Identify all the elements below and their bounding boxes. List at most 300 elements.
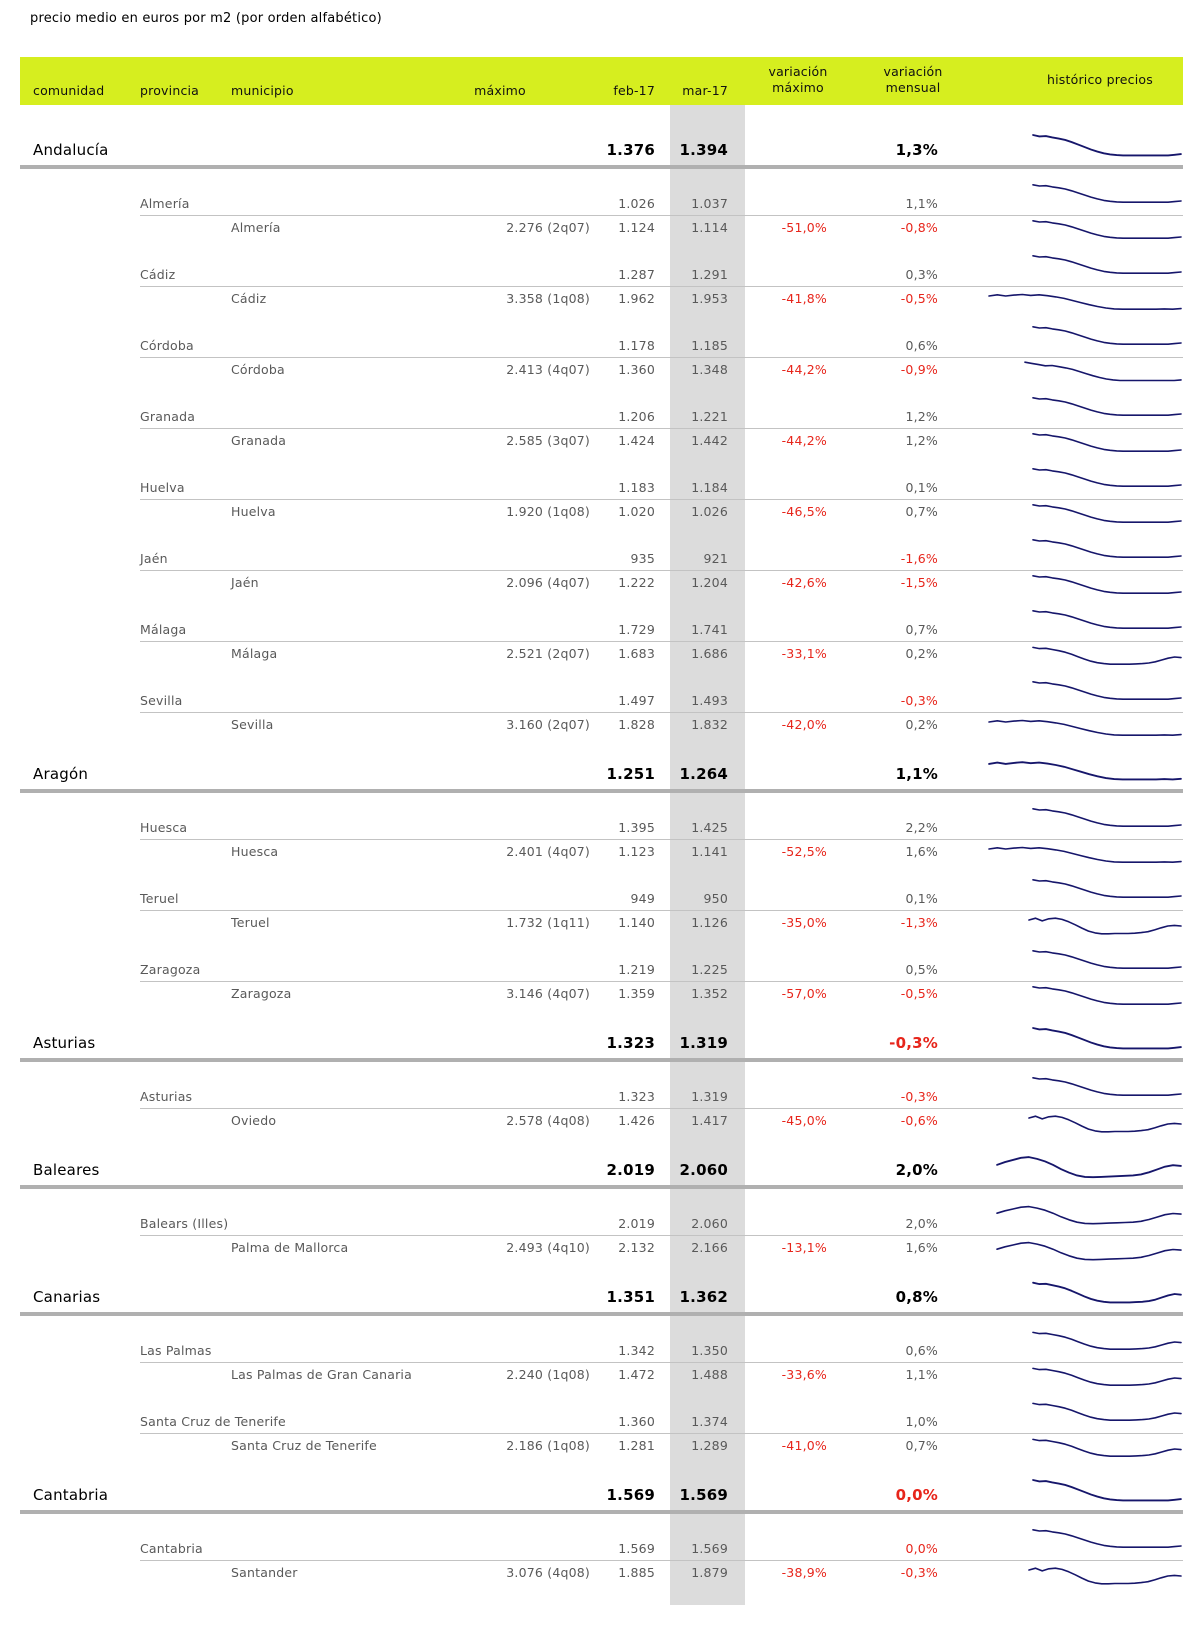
mar-value: 1.352 — [691, 986, 728, 1001]
price-history-sparkline — [985, 178, 1185, 212]
mar-value: 1.264 — [679, 765, 728, 783]
var-mensual-value: 2,2% — [905, 820, 938, 835]
var-maximo-value: -44,2% — [781, 433, 827, 448]
provincia-row — [20, 1212, 1183, 1236]
var-maximo-value: -57,0% — [781, 986, 827, 1001]
municipio-name: Jaén — [231, 575, 259, 590]
mar-value: 950 — [703, 891, 728, 906]
var-maximo-value: -42,6% — [781, 575, 827, 590]
provincia-row — [20, 263, 1183, 287]
feb-value: 1.351 — [606, 1288, 655, 1306]
feb-value: 1.124 — [618, 220, 655, 235]
comunidad-name: Cantabria — [33, 1486, 109, 1504]
municipio-rows — [20, 1434, 1183, 1458]
var-mensual-value: -1,3% — [900, 915, 938, 930]
province-group — [20, 1085, 1183, 1133]
var-maximo-value: -51,0% — [781, 220, 827, 235]
mar-value: 1.879 — [691, 1565, 728, 1580]
var-maximo-value: -35,0% — [781, 915, 827, 930]
mar-value: 1.026 — [691, 504, 728, 519]
municipio-name: Huesca — [231, 844, 279, 859]
municipio-rows — [20, 642, 1183, 666]
var-mensual-value: 0,2% — [905, 646, 938, 661]
municipio-rows — [20, 500, 1183, 524]
var-mensual-value: 1,2% — [905, 409, 938, 424]
municipio-name: Teruel — [231, 915, 270, 930]
provincia-name: Sevilla — [140, 693, 183, 708]
mar-value: 1.126 — [691, 915, 728, 930]
maximo-value: 2.578 (4q08) — [506, 1113, 590, 1128]
municipio-row — [20, 982, 1183, 1006]
feb-value: 1.828 — [618, 717, 655, 732]
mar-value: 1.289 — [691, 1438, 728, 1453]
mar-value: 2.060 — [691, 1216, 728, 1231]
var-mensual-value: 0,2% — [905, 717, 938, 732]
maximo-value: 3.076 (4q08) — [506, 1565, 590, 1580]
feb-value: 1.395 — [618, 820, 655, 835]
comunidad-row — [20, 1266, 1183, 1316]
municipio-rows — [20, 287, 1183, 311]
var-mensual-value: 0,6% — [905, 338, 938, 353]
price-history-sparkline — [985, 285, 1185, 319]
price-history-sparkline — [985, 873, 1185, 907]
provincia-name: Huelva — [140, 480, 185, 495]
price-history-sparkline — [985, 533, 1185, 567]
maximo-value: 2.493 (4q10) — [506, 1240, 590, 1255]
province-group — [20, 263, 1183, 311]
feb-value: 1.178 — [618, 338, 655, 353]
municipio-rows — [20, 571, 1183, 595]
header-provincia: provincia — [140, 83, 200, 98]
feb-value: 1.123 — [618, 844, 655, 859]
mar-value: 921 — [703, 551, 728, 566]
var-mensual-value: 0,3% — [905, 267, 938, 282]
municipio-row — [20, 571, 1183, 595]
municipio-name: Santa Cruz de Tenerife — [231, 1438, 377, 1453]
maximo-value: 1.732 (1q11) — [506, 915, 590, 930]
provincia-name: Asturias — [140, 1089, 193, 1104]
mar-value: 2.166 — [691, 1240, 728, 1255]
price-history-sparkline — [985, 1432, 1185, 1466]
price-history-sparkline — [985, 1361, 1185, 1395]
comunidad-row — [20, 1464, 1183, 1514]
municipio-row — [20, 1434, 1183, 1458]
var-mensual-value: 0,8% — [895, 1288, 938, 1306]
feb-value: 1.020 — [618, 504, 655, 519]
var-mensual-value: -0,6% — [900, 1113, 938, 1128]
mar-value: 1.185 — [691, 338, 728, 353]
feb-value: 1.376 — [606, 141, 655, 159]
header-variacion-mensual-line1: variación — [883, 64, 943, 79]
comunidad-section — [20, 119, 1183, 737]
price-history-sparkline — [985, 1071, 1185, 1105]
provincia-row — [20, 689, 1183, 713]
municipio-rows — [20, 216, 1183, 240]
mar-value: 1.741 — [691, 622, 728, 637]
feb-value: 1.885 — [618, 1565, 655, 1580]
maximo-value: 2.276 (2q07) — [506, 220, 590, 235]
mar-value: 1.114 — [691, 220, 728, 235]
mar-value: 1.442 — [691, 433, 728, 448]
provincia-name: Huesca — [140, 820, 188, 835]
province-groups — [20, 1339, 1183, 1458]
maximo-value: 2.413 (4q07) — [506, 362, 590, 377]
var-maximo-value: -13,1% — [781, 1240, 827, 1255]
mar-value: 1.225 — [691, 962, 728, 977]
price-history-sparkline — [985, 320, 1185, 354]
feb-value: 1.323 — [618, 1089, 655, 1104]
municipio-name: Málaga — [231, 646, 278, 661]
comunidad-name: Asturias — [33, 1034, 96, 1052]
maximo-value: 1.920 (1q08) — [506, 504, 590, 519]
feb-value: 1.287 — [618, 267, 655, 282]
price-history-sparkline — [985, 944, 1185, 978]
var-mensual-value: 0,0% — [895, 1486, 938, 1504]
maximo-value: 3.160 (2q07) — [506, 717, 590, 732]
var-mensual-value: -1,5% — [900, 575, 938, 590]
var-mensual-value: 2,0% — [905, 1216, 938, 1231]
var-maximo-value: -41,8% — [781, 291, 827, 306]
provincia-row — [20, 192, 1183, 216]
var-mensual-value: 0,5% — [905, 962, 938, 977]
provincia-row — [20, 1537, 1183, 1561]
price-history-sparkline — [985, 1147, 1185, 1187]
header-variacion-maximo-line1: variación — [768, 64, 828, 79]
feb-value: 1.569 — [606, 1486, 655, 1504]
province-group — [20, 1212, 1183, 1260]
province-group — [20, 958, 1183, 1006]
maximo-value: 2.521 (2q07) — [506, 646, 590, 661]
comunidad-row — [20, 119, 1183, 169]
var-mensual-value: 1,3% — [895, 141, 938, 159]
comunidad-section — [20, 743, 1183, 1006]
mar-value: 1.425 — [691, 820, 728, 835]
municipio-name: Santander — [231, 1565, 298, 1580]
feb-value: 1.281 — [618, 1438, 655, 1453]
var-maximo-value: -45,0% — [781, 1113, 827, 1128]
header-variacion-maximo — [743, 64, 853, 96]
price-history-sparkline — [985, 980, 1185, 1014]
header-variacion-mensual — [858, 64, 968, 96]
var-mensual-value: 1,1% — [895, 765, 938, 783]
feb-value: 1.729 — [618, 622, 655, 637]
province-group — [20, 816, 1183, 864]
comunidad-section — [20, 1266, 1183, 1458]
province-groups — [20, 1537, 1183, 1585]
municipio-row — [20, 216, 1183, 240]
municipio-name: Córdoba — [231, 362, 285, 377]
maximo-value: 2.401 (4q07) — [506, 844, 590, 859]
header-municipio: municipio — [231, 83, 294, 98]
municipio-row — [20, 500, 1183, 524]
mar-value: 1.184 — [691, 480, 728, 495]
header-feb-17: feb-17 — [613, 83, 655, 98]
header-mar-17: mar-17 — [682, 83, 728, 98]
var-maximo-value: -42,0% — [781, 717, 827, 732]
municipio-rows — [20, 1561, 1183, 1585]
var-mensual-value: -1,6% — [900, 551, 938, 566]
var-mensual-value: 0,7% — [905, 504, 938, 519]
comunidad-section — [20, 1012, 1183, 1133]
price-history-sparkline — [985, 838, 1185, 872]
mar-value: 1.417 — [691, 1113, 728, 1128]
provincia-row — [20, 1339, 1183, 1363]
provincia-name: Granada — [140, 409, 196, 424]
mar-value: 1.319 — [679, 1034, 728, 1052]
feb-value: 1.569 — [618, 1541, 655, 1556]
price-history-sparkline — [985, 640, 1185, 674]
feb-value: 1.323 — [606, 1034, 655, 1052]
header-maximo: máximo — [474, 83, 526, 98]
comunidad-row — [20, 743, 1183, 793]
mar-value: 1.291 — [691, 267, 728, 282]
maximo-value: 2.186 (1q08) — [506, 1438, 590, 1453]
var-mensual-value: -0,5% — [900, 986, 938, 1001]
municipio-name: Palma de Mallorca — [231, 1240, 349, 1255]
mar-value: 1.569 — [691, 1541, 728, 1556]
mar-value: 1.204 — [691, 575, 728, 590]
var-mensual-value: -0,3% — [900, 1565, 938, 1580]
province-group — [20, 1339, 1183, 1387]
price-history-sparkline — [985, 569, 1185, 603]
price-history-sparkline — [985, 1020, 1185, 1060]
var-maximo-value: -33,1% — [781, 646, 827, 661]
municipio-row — [20, 911, 1183, 935]
mar-value: 1.394 — [679, 141, 728, 159]
provincia-row — [20, 1085, 1183, 1109]
mar-value: 1.037 — [691, 196, 728, 211]
province-group — [20, 405, 1183, 453]
price-history-sparkline — [985, 1198, 1185, 1232]
province-groups — [20, 816, 1183, 1006]
feb-value: 949 — [630, 891, 655, 906]
price-history-sparkline — [985, 1559, 1185, 1593]
provincia-name: Las Palmas — [140, 1343, 212, 1358]
municipio-name: Huelva — [231, 504, 276, 519]
provincia-row — [20, 405, 1183, 429]
price-history-sparkline — [985, 214, 1185, 248]
provincia-row — [20, 958, 1183, 982]
provincia-name: Málaga — [140, 622, 187, 637]
mar-value: 1.350 — [691, 1343, 728, 1358]
municipio-name: Oviedo — [231, 1113, 277, 1128]
price-table — [20, 57, 1183, 1585]
municipio-rows — [20, 1363, 1183, 1387]
var-mensual-value: -0,3% — [900, 693, 938, 708]
comunidad-row — [20, 1012, 1183, 1062]
provincia-row — [20, 816, 1183, 840]
maximo-value: 3.146 (4q07) — [506, 986, 590, 1001]
mar-value: 1.488 — [691, 1367, 728, 1382]
mar-value: 1.569 — [679, 1486, 728, 1504]
comunidad-name: Andalucía — [33, 141, 109, 159]
municipio-row — [20, 713, 1183, 737]
provincia-row — [20, 476, 1183, 500]
feb-value: 2.019 — [618, 1216, 655, 1231]
header-variacion-maximo-line2: máximo — [772, 80, 824, 95]
municipio-rows — [20, 1236, 1183, 1260]
municipio-row — [20, 840, 1183, 864]
municipio-name: Sevilla — [231, 717, 274, 732]
var-mensual-value: -0,8% — [900, 220, 938, 235]
comunidad-name: Aragón — [33, 765, 89, 783]
var-mensual-value: 1,0% — [905, 1414, 938, 1429]
feb-value: 1.342 — [618, 1343, 655, 1358]
table-rows — [20, 119, 1183, 1585]
var-mensual-value: 0,6% — [905, 1343, 938, 1358]
provincia-name: Santa Cruz de Tenerife — [140, 1414, 286, 1429]
mar-value: 1.348 — [691, 362, 728, 377]
price-history-sparkline — [985, 1523, 1185, 1557]
municipio-rows — [20, 1109, 1183, 1133]
var-maximo-value: -52,5% — [781, 844, 827, 859]
provincia-name: Jaén — [140, 551, 168, 566]
mar-value: 2.060 — [679, 1161, 728, 1179]
feb-value: 1.962 — [618, 291, 655, 306]
comunidad-name: Baleares — [33, 1161, 100, 1179]
maximo-value: 2.585 (3q07) — [506, 433, 590, 448]
municipio-row — [20, 358, 1183, 382]
municipio-rows — [20, 358, 1183, 382]
price-history-sparkline — [985, 675, 1185, 709]
feb-value: 2.019 — [606, 1161, 655, 1179]
mar-value: 1.493 — [691, 693, 728, 708]
municipio-row — [20, 1561, 1183, 1585]
price-history-sparkline — [985, 1274, 1185, 1314]
price-history-sparkline — [985, 1396, 1185, 1430]
feb-value: 1.683 — [618, 646, 655, 661]
feb-value: 1.359 — [618, 986, 655, 1001]
province-group — [20, 334, 1183, 382]
price-history-sparkline — [985, 1234, 1185, 1268]
feb-value: 1.424 — [618, 433, 655, 448]
mar-value: 1.374 — [691, 1414, 728, 1429]
header-variacion-mensual-line2: mensual — [885, 80, 941, 95]
provincia-name: Córdoba — [140, 338, 194, 353]
province-group — [20, 618, 1183, 666]
feb-value: 2.132 — [618, 1240, 655, 1255]
var-maximo-value: -46,5% — [781, 504, 827, 519]
price-history-sparkline — [985, 427, 1185, 461]
province-group — [20, 1537, 1183, 1585]
var-mensual-value: 0,7% — [905, 622, 938, 637]
var-mensual-value: 1,6% — [905, 844, 938, 859]
feb-value: 1.251 — [606, 765, 655, 783]
municipio-name: Las Palmas de Gran Canaria — [231, 1367, 412, 1382]
mar-value: 1.319 — [691, 1089, 728, 1104]
price-history-sparkline — [985, 249, 1185, 283]
province-group — [20, 476, 1183, 524]
var-mensual-value: 0,7% — [905, 1438, 938, 1453]
feb-value: 1.426 — [618, 1113, 655, 1128]
mar-value: 1.141 — [691, 844, 728, 859]
feb-value: 1.222 — [618, 575, 655, 590]
var-maximo-value: -38,9% — [781, 1565, 827, 1580]
provincia-name: Almería — [140, 196, 190, 211]
var-mensual-value: -0,5% — [900, 291, 938, 306]
comunidad-section — [20, 1464, 1183, 1585]
feb-value: 1.360 — [618, 1414, 655, 1429]
province-group — [20, 689, 1183, 737]
var-mensual-value: 1,1% — [905, 1367, 938, 1382]
feb-value: 1.026 — [618, 196, 655, 211]
municipio-name: Granada — [231, 433, 287, 448]
feb-value: 1.183 — [618, 480, 655, 495]
price-history-sparkline — [985, 711, 1185, 745]
price-history-sparkline — [985, 802, 1185, 836]
var-mensual-value: 0,0% — [905, 1541, 938, 1556]
feb-value: 1.140 — [618, 915, 655, 930]
province-groups — [20, 1085, 1183, 1133]
maximo-value: 2.096 (4q07) — [506, 575, 590, 590]
mar-value: 1.362 — [679, 1288, 728, 1306]
price-history-sparkline — [985, 1325, 1185, 1359]
var-mensual-value: 0,1% — [905, 891, 938, 906]
municipio-rows — [20, 911, 1183, 935]
municipio-rows — [20, 429, 1183, 453]
price-history-sparkline — [985, 462, 1185, 496]
var-maximo-value: -44,2% — [781, 362, 827, 377]
municipio-name: Cádiz — [231, 291, 267, 306]
municipio-row — [20, 1363, 1183, 1387]
price-history-sparkline — [985, 1472, 1185, 1512]
mar-value: 1.221 — [691, 409, 728, 424]
comunidad-name: Canarias — [33, 1288, 101, 1306]
feb-value: 1.497 — [618, 693, 655, 708]
municipio-rows — [20, 713, 1183, 737]
municipio-row — [20, 429, 1183, 453]
comunidad-row — [20, 1139, 1183, 1189]
provincia-name: Cádiz — [140, 267, 176, 282]
municipio-row — [20, 1109, 1183, 1133]
provincia-row — [20, 1410, 1183, 1434]
municipio-row — [20, 287, 1183, 311]
header-comunidad: comunidad — [33, 83, 105, 98]
price-history-sparkline — [985, 498, 1185, 532]
mar-value: 1.832 — [691, 717, 728, 732]
feb-value: 1.206 — [618, 409, 655, 424]
var-maximo-value: -41,0% — [781, 1438, 827, 1453]
price-history-sparkline — [985, 751, 1185, 791]
var-mensual-value: -0,3% — [889, 1034, 938, 1052]
province-groups — [20, 1212, 1183, 1260]
mar-value: 1.686 — [691, 646, 728, 661]
provincia-name: Cantabria — [140, 1541, 203, 1556]
province-group — [20, 547, 1183, 595]
maximo-value: 3.358 (1q08) — [506, 291, 590, 306]
price-history-sparkline — [985, 1107, 1185, 1141]
var-mensual-value: -0,3% — [900, 1089, 938, 1104]
feb-value: 1.360 — [618, 362, 655, 377]
page-title: precio medio en euros por m2 (por orden alfabético) — [30, 11, 382, 26]
price-history-sparkline — [985, 909, 1185, 943]
var-mensual-value: -0,9% — [900, 362, 938, 377]
var-mensual-value: 1,1% — [905, 196, 938, 211]
provincia-row — [20, 334, 1183, 358]
var-mensual-value: 1,6% — [905, 1240, 938, 1255]
mar-value: 1.953 — [691, 291, 728, 306]
provincia-name: Balears (Illes) — [140, 1216, 229, 1231]
municipio-row — [20, 642, 1183, 666]
var-mensual-value: 2,0% — [895, 1161, 938, 1179]
table-header — [20, 57, 1183, 105]
provincia-row — [20, 618, 1183, 642]
price-history-sparkline — [985, 127, 1185, 167]
feb-value: 935 — [630, 551, 655, 566]
feb-value: 1.219 — [618, 962, 655, 977]
price-history-sparkline — [985, 356, 1185, 390]
var-mensual-value: 1,2% — [905, 433, 938, 448]
